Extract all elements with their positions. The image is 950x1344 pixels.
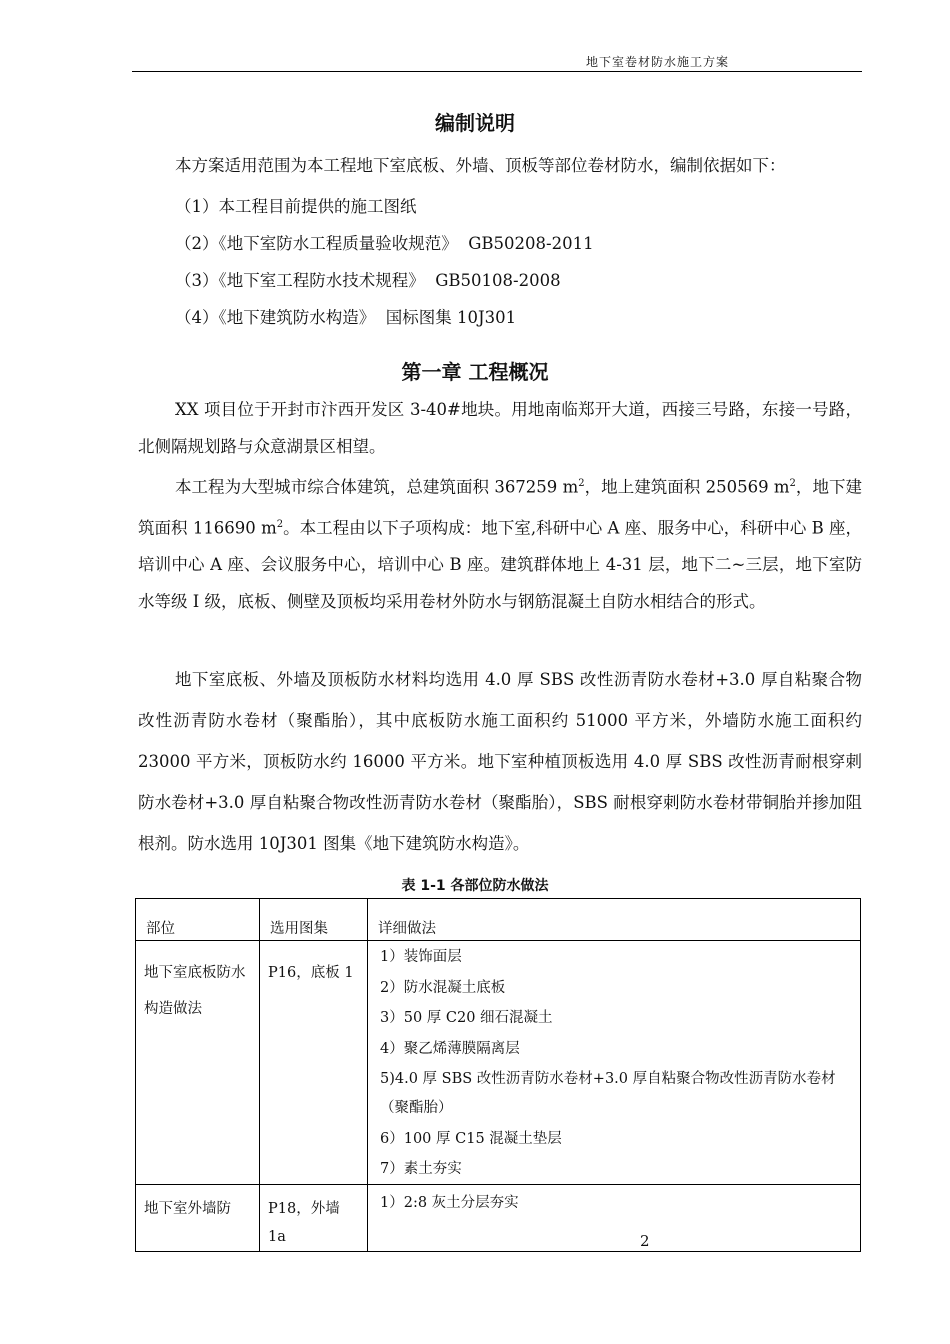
method-step: 7）素土夯实 [380,1161,462,1178]
page-number: 2 [640,1232,650,1250]
method-step: 3）50 厚 C20 细石混凝土 [380,1010,553,1027]
reference-item: （1）本工程目前提供的施工图纸 [175,197,417,216]
running-header: 地下室卷材防水施工方案 [586,55,730,69]
method-step: 1）2:8 灰土分层夯实 [380,1194,519,1211]
method-step: 4）聚乙烯薄膜隔离层 [380,1040,520,1057]
reference-item: （3）《地下室工程防水技术规程》 GB50108-2008 [175,271,561,290]
table-row [136,941,861,1185]
waterproof-method-table [135,898,861,1252]
table-header-row [136,899,861,941]
reference-item: （2）《地下室防水工程质量验收规范》 GB50208-2011 [175,234,594,253]
table-caption: 表 1-1 各部位防水做法 [401,878,549,894]
method-step: 2）防水混凝土底板 [380,979,506,996]
waterproof-materials-paragraph: 地下室底板、外墙及顶板防水材料均选用 4.0 厚 SBS 改性沥青防水卷材+3.0 厚自粘聚合物改性沥青防水卷材（聚酯胎），其中底板防水施工面积约 51000 平方米，外墙防水施工面积约 23000 平方米，顶板防水约 16000 平方米。地下室种植顶板选用 4.0 厚 SBS 改性沥青耐根穿刺防水卷材+3.0 厚自粘聚合物改性沥青防水卷材（聚酯胎），SBS 耐根穿刺防水卷材带铜胎并掺加阻根剂。防水选用 10J301 图集《地下建筑防水构造》。 [138,670,862,853]
reference-item: （4）《地下建筑防水构造》 国标图集 10J301 [175,308,517,327]
intro-summary: 本方案适用范围为本工程地下室底板、外墙、顶板等部位卷材防水，编制依据如下： [175,156,786,175]
table-cell-steps [368,1184,861,1251]
table-row [136,1184,861,1251]
method-step: 5)4.0 厚 SBS 改性沥青防水卷材+3.0 厚自粘聚合物改性沥青防水卷材（聚酯胎） [380,1071,836,1116]
table-cell-steps [368,941,861,1185]
table-header-cell: 部位 [136,899,260,941]
project-scale-paragraph: 本工程为大型城市综合体建筑，总建筑面积 367259 $m^2$，地上建筑面积 250569 $m^2$，地下建筑面积 116690 $m^2$。本工程由以下子项构成：地下室,科研中心 A 座、服务中心，科研中心 B 座，培训中心 A 座、会议服务中心，培训中心 B 座。建筑群体地上 4-31 层，地下二~三层，地下室防水等级 Ⅰ 级，底板、侧壁及顶板均采用卷材外防水与钢筋混凝土自防水相结合的形式。 [138,477,863,611]
section-title-intro: 编制说明 [435,111,515,135]
header-divider [132,71,862,72]
method-step: 1）装饰面层 [380,949,462,965]
table-cell-atlas: P18，外墙 1a [260,1184,368,1251]
chapter-title: 第一章 工程概况 [401,360,549,384]
table-cell-atlas: P16，底板 1 [260,941,368,1185]
table-header-cell: 详细做法 [368,899,861,941]
table-cell-location: 地下室底板防水构造做法 [136,941,260,1185]
table-header-cell: 选用图集 [260,899,368,941]
method-step: 6）100 厚 C15 混凝土垫层 [380,1130,562,1147]
table-cell-location: 地下室外墙防 [136,1184,260,1251]
project-location-paragraph: XX 项目位于开封市汴西开发区 3-40#地块。用地南临郑开大道，西接三号路，东接一号路，北侧隔规划路与众意湖景区相望。 [138,400,862,456]
